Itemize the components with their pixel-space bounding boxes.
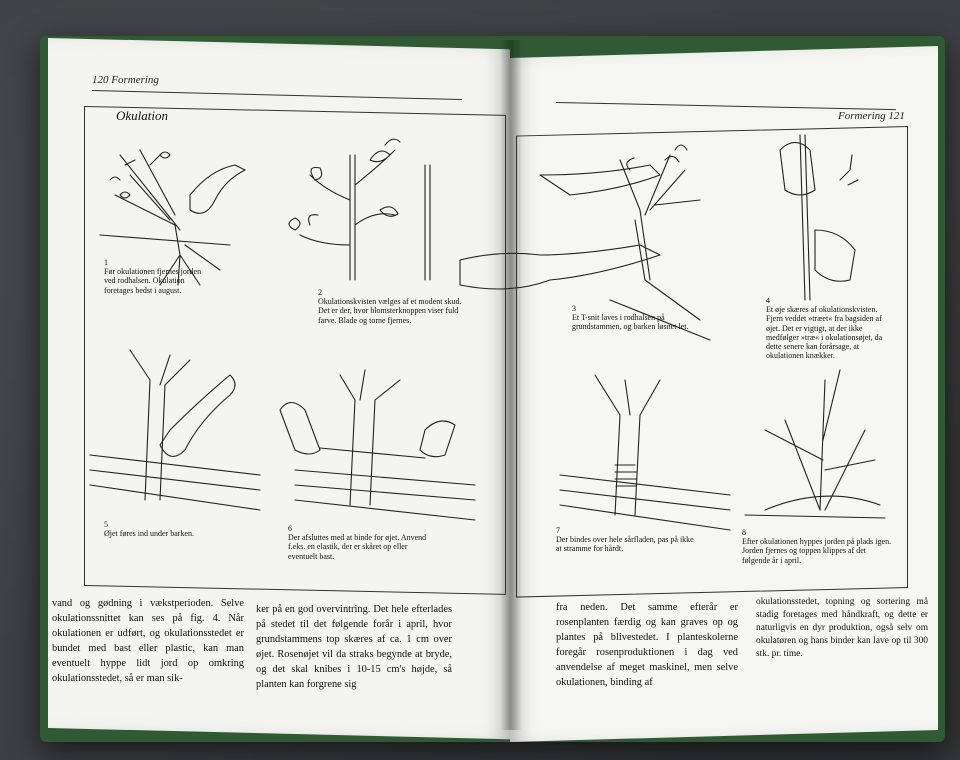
- illustration-6-tie-bud: [275, 370, 485, 530]
- caption-6-text: Der afsluttes med at binde for øjet. Anvend f.eks. en elastik, der er skåret op eller eventuelt bast.: [288, 533, 427, 561]
- right-body-column-1: [556, 600, 738, 690]
- caption-6-number: 6: [288, 524, 292, 533]
- illustration-4-bud-cutting: [770, 130, 870, 300]
- illustration-5-insert-bud: [90, 350, 260, 520]
- caption-2-number: 2: [318, 288, 322, 297]
- left-body-column-1-text: vand og gødning i vækstperioden. Selve okulationssnittet kan ses på fig. 4. Når okulationen er udført, og okulationsstedet er bundet med bast eller plastic, kan man eventuelt hyppe lidt jord op omkring okulationsstedet, så er man sik-: [52, 598, 244, 684]
- caption-4-number: 4: [766, 296, 770, 305]
- illustration-2-budwood: [285, 130, 445, 280]
- right-body-column-2: [756, 596, 928, 661]
- caption-8-number: 8: [742, 528, 746, 537]
- left-body-column-1: [52, 596, 244, 686]
- caption-4-text: Et øje skæres af okulationskvisten. Fjern veddet »træet« fra bagsiden af øjet. Det er vigtigt, at der ikke medfølger »træ« i okulationsøjet, da dette senere kan forårsage, at okulationen knækker.: [766, 305, 883, 361]
- caption-1-number: 1: [104, 258, 108, 267]
- caption-1-text: Før okulationen fjernes jorden ved rodhalsen. Okulation foretages bedst i august.: [104, 267, 202, 295]
- left-running-head: 120 Formering: [92, 74, 159, 86]
- caption-5-number: 5: [104, 520, 108, 529]
- caption-2-text: Okulationskvisten vælges af et modent skud. Det er der, hvor blomsterknoppen viser fuld farve. Blade og torne fjernes.: [318, 297, 462, 325]
- illustration-8-finished-plant: [745, 360, 885, 525]
- left-body-column-2: [256, 602, 452, 692]
- caption-2: [318, 288, 468, 325]
- right-running-head: Formering 121: [838, 110, 905, 122]
- caption-7-text: Der bindes over hele sårfladen, pas på ikke at stramme for hårdt.: [556, 535, 694, 554]
- caption-5-text: Øjet føres ind under barken.: [104, 529, 194, 539]
- caption-7: [556, 526, 696, 554]
- caption-4: [766, 296, 896, 360]
- left-body-column-2-text: ker på en god overvintring. Det hele efterlades på stedet til det følgende forår i april, hvor grundstammens top skæres af ca. 1 cm over øjet. Rosenøjet vil da straks begynde at bryde, og det skal knibes i 10-15 cm's højde, så planten kan forgrene sig: [256, 604, 452, 690]
- caption-5: [104, 520, 264, 538]
- caption-1: [104, 258, 214, 295]
- caption-3-text: Et T-snit laves i rodhalsen på grundstammen, og barken løsnet let.: [572, 313, 689, 332]
- right-body-column-2-text: okulationsstedet, topning og sortering må stadig foretages med håndkraft, og dette er naturligvis en dyr produktion, også selv om okulatøren og hans binder kan lave op til 300 stk. pr. time.: [756, 597, 928, 659]
- caption-7-number: 7: [556, 526, 560, 535]
- caption-6: [288, 524, 428, 561]
- caption-3-number: 3: [572, 304, 576, 313]
- section-title: Okulation: [116, 108, 168, 123]
- illustration-7-wrapped-graft: [560, 375, 730, 545]
- caption-3: [572, 304, 692, 332]
- caption-8: [742, 528, 892, 565]
- caption-8-text: Efter okulationen hyppes jorden på plads igen. Jorden fjernes og toppen klippes af det følgende år i april.: [742, 537, 892, 565]
- right-body-column-1-text: fra neden. Det samme efterår er rosenplanten færdig og kan graves op og plantes på blivestedet. I planteskolerne foregår rosenproduktionen i dag ved anvendelse af meget maskinel, men selve okulationen, binding af: [556, 602, 738, 688]
